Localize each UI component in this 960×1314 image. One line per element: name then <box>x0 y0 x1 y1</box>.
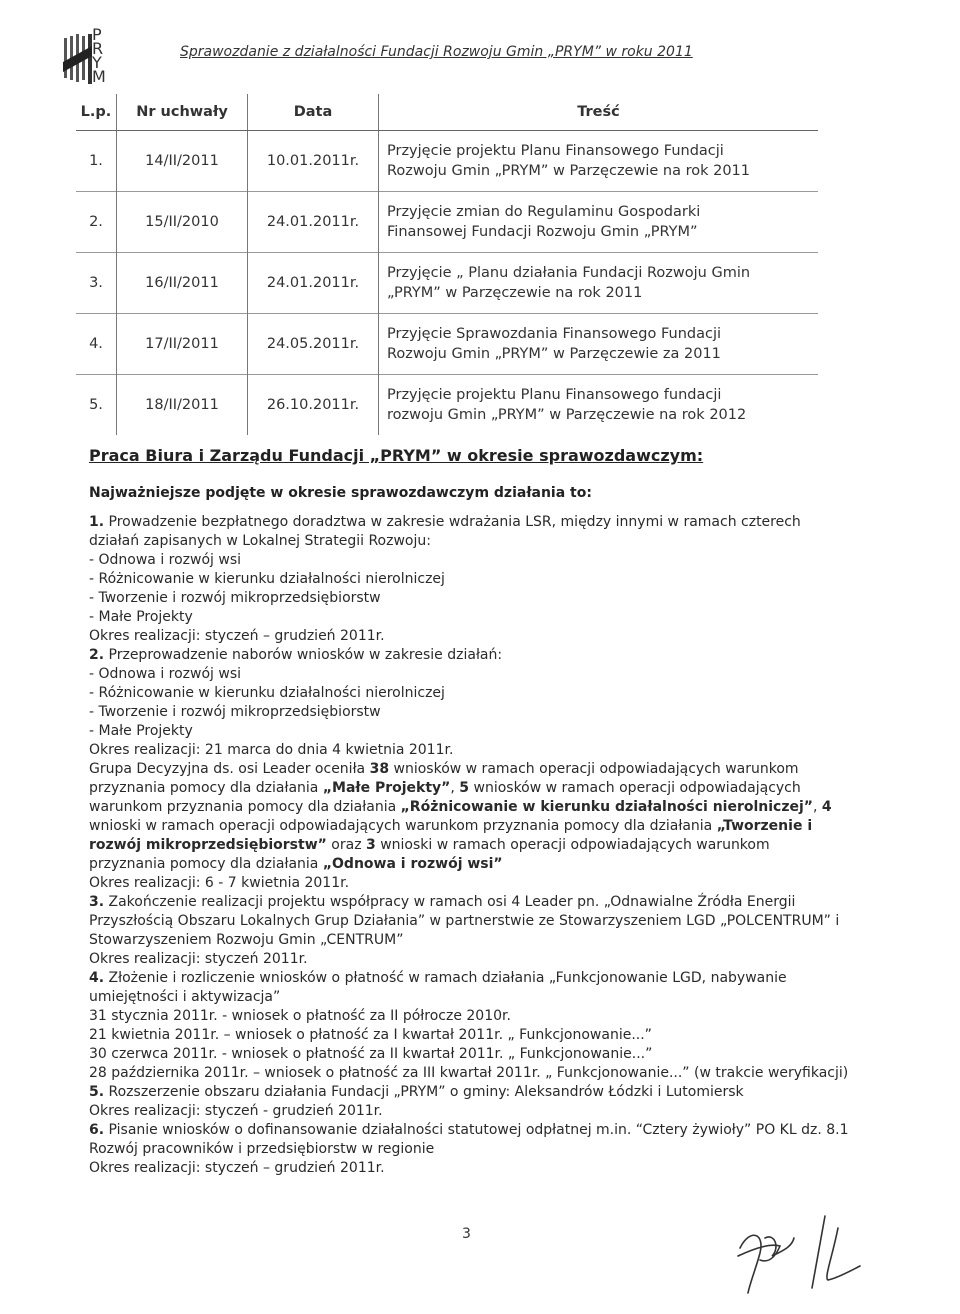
cell-nr: 17/II/2011 <box>117 314 248 375</box>
para-bold: „Odnowa i rozwój wsi” <box>322 856 503 872</box>
logo-letter: Y <box>92 53 102 72</box>
resolutions-table <box>76 94 818 435</box>
para-text: oraz <box>326 837 366 853</box>
list-line: - Różnicowanie w kierunku działalności nierolniczej <box>89 571 445 587</box>
list-item <box>89 893 849 950</box>
item-text: Pisanie wniosków o dofinansowanie działalności statutowej odpłatnej m.in. “Cztery żywioły” PO KL dz. 8.1 Rozwój pracowników i przedsiębiorstw w regionie <box>89 1122 849 1157</box>
list-line: Okres realizacji: styczeń – grudzień 2011r. <box>89 1160 385 1176</box>
cell-tresc <box>379 131 819 192</box>
cell-lp: 4. <box>89 336 103 352</box>
table-row <box>76 253 818 314</box>
col-header-nr: Nr uchwały <box>117 94 248 131</box>
page-header: Sprawozdanie z działalności Fundacji Rozwoju Gmin „PRYM” w roku 2011 <box>180 44 693 60</box>
tresc-line: Przyjęcie zmian do Regulaminu Gospodarki <box>387 204 701 220</box>
list-line: - Małe Projekty <box>89 723 193 739</box>
para-text: wniosków w ramach operacji odpowiadających warunkom przyznania pomocy dla działania <box>89 780 801 815</box>
list-line: 30 czerwca 2011r. - wniosek o płatność za II kwartał 2011r. „ Funkcjonowanie...” <box>89 1046 653 1062</box>
cell-tresc <box>379 314 819 375</box>
list-line: - Tworzenie i rozwój mikroprzedsiębiorstw <box>89 590 381 606</box>
cell-nr: 16/II/2011 <box>117 253 248 314</box>
item-text: Prowadzenie bezpłatnego doradztwa w zakresie wdrażania LSR, między innymi w ramach czterech działań zapisanych w Lokalnej Strategii Rozwoju: <box>89 514 801 549</box>
cell-nr: 15/II/2010 <box>117 192 248 253</box>
col-header-tresc: Treść <box>379 94 819 131</box>
list-line: - Odnowa i rozwój wsi <box>89 552 242 568</box>
list-line: Okres realizacji: styczeń - grudzień 2011r. <box>89 1103 383 1119</box>
list-line: Okres realizacji: 6 - 7 kwietnia 2011r. <box>89 875 350 891</box>
item-number: 1. <box>89 514 105 530</box>
tresc-line: Przyjęcie „ Planu działania Fundacji Rozwoju Gmin <box>387 265 751 281</box>
list-line: - Odnowa i rozwój wsi <box>89 666 242 682</box>
para-bold: „Tworzenie i rozwój mikroprzedsiębiorstw” <box>89 818 813 853</box>
cell-date: 26.10.2011r. <box>248 375 379 436</box>
table-row <box>76 131 818 192</box>
list-line: 31 stycznia 2011r. - wniosek o płatność za II półrocze 2010r. <box>89 1008 511 1024</box>
cell-date: 10.01.2011r. <box>248 131 379 192</box>
para-text: , <box>813 799 822 815</box>
item-number: 4. <box>89 970 105 986</box>
logo-letter: P <box>92 25 102 44</box>
list-item <box>89 513 849 551</box>
list-item <box>89 646 849 665</box>
cell-lp: 2. <box>89 214 103 230</box>
table-row <box>76 375 818 436</box>
cell-date: 24.05.2011r. <box>248 314 379 375</box>
item-number: 2. <box>89 647 105 663</box>
cell-lp: 3. <box>89 275 103 291</box>
tresc-line: rozwoju Gmin „PRYM” w Parzęczewie na rok 2012 <box>387 407 747 423</box>
item-number: 6. <box>89 1122 105 1138</box>
para-text: wnioski w ramach operacji odpowiadających warunkom przyznania pomocy dla działania <box>89 818 717 834</box>
list-line: 28 października 2011r. – wniosek o płatność za III kwartał 2011r. „ Funkcjonowanie...” (w trakcie weryfikacji) <box>89 1065 849 1081</box>
para-bold: 5 <box>459 780 470 796</box>
item-text: Złożenie i rozliczenie wniosków o płatność w ramach działania „Funkcjonowanie LGD, nabywanie umiejętności i aktywizacja” <box>89 970 787 1005</box>
list-line: - Małe Projekty <box>89 609 193 625</box>
signature-icon <box>720 1208 890 1298</box>
tresc-line: Rozwoju Gmin „PRYM” w Parzęczewie na rok 2011 <box>387 163 750 179</box>
list-line: - Tworzenie i rozwój mikroprzedsiębiorstw <box>89 704 381 720</box>
cell-nr: 18/II/2011 <box>117 375 248 436</box>
para-bold: 3 <box>366 837 376 853</box>
para-text: wniosków w ramach operacji odpowiadających warunkom przyznania pomocy dla działania <box>89 761 799 796</box>
tresc-line: Rozwoju Gmin „PRYM” w Parzęczewie za 2011 <box>387 346 721 362</box>
page-number: 3 <box>462 1226 471 1242</box>
list-line: Okres realizacji: styczeń – grudzień 2011r. <box>89 628 385 644</box>
tresc-line: Przyjęcie projektu Planu Finansowego fundacji <box>387 387 722 403</box>
para-text: Grupa Decyzyjna ds. osi Leader oceniła <box>89 761 370 777</box>
col-header-date: Data <box>248 94 379 131</box>
para-bold: „Różnicowanie w kierunku działalności nierolniczej” <box>400 799 813 815</box>
list-item <box>89 969 849 1007</box>
tresc-line: Przyjęcie projektu Planu Finansowego Fundacji <box>387 143 724 159</box>
item-text: Zakończenie realizacji projektu współpracy w ramach osi 4 Leader pn. „Odnawialne Źródła Energii Przyszłością Obszaru Lokalnych Grup Działania” w partnerstwie ze Stowarzyszeniem LGD „POLCENTRUM” i Stowarzyszeniem Rozwoju Gmin „CENTRUM” <box>89 894 840 948</box>
table-row <box>76 314 818 375</box>
activities-list <box>89 513 849 1178</box>
cell-tresc <box>379 375 819 436</box>
list-line: 21 kwietnia 2011r. – wniosek o płatność za I kwartał 2011r. „ Funkcjonowanie...” <box>89 1027 652 1043</box>
item-text: Rozszerzenie obszaru działania Fundacji „PRYM” o gminy: Aleksandrów Łódzki i Lutomiersk <box>108 1084 744 1100</box>
cell-tresc <box>379 253 819 314</box>
para-text: , <box>450 780 460 796</box>
list-item <box>89 1083 849 1102</box>
cell-tresc <box>379 192 819 253</box>
logo-letters <box>92 25 106 86</box>
para-bold: „Małe Projekty” <box>322 780 451 796</box>
para-text: wnioski w ramach operacji odpowiadających warunkom przyznania pomocy dla działania <box>89 837 770 872</box>
cell-date: 24.01.2011r. <box>248 253 379 314</box>
para-bold: 4 <box>821 799 832 815</box>
list-line: Okres realizacji: styczeń 2011r. <box>89 951 308 967</box>
cell-nr: 14/II/2011 <box>117 131 248 192</box>
list-line: - Różnicowanie w kierunku działalności nierolniczej <box>89 685 445 701</box>
logo-letter: M <box>92 67 106 86</box>
tresc-line: Przyjęcie Sprawozdania Finansowego Fundacji <box>387 326 722 342</box>
list-line: Okres realizacji: 21 marca do dnia 4 kwietnia 2011r. <box>89 742 454 758</box>
cell-lp: 5. <box>89 397 103 413</box>
table-row <box>76 192 818 253</box>
section-title: Praca Biura i Zarządu Fundacji „PRYM” w okresie sprawozdawczym: <box>89 446 704 465</box>
item-number: 5. <box>89 1084 105 1100</box>
evaluation-paragraph <box>89 760 849 874</box>
tresc-line: Finansowej Fundacji Rozwoju Gmin „PRYM” <box>387 224 698 240</box>
item-text: Przeprowadzenie naborów wniosków w zakresie działań: <box>108 647 503 663</box>
list-item <box>89 1121 849 1159</box>
para-bold: 38 <box>369 761 390 777</box>
cell-lp: 1. <box>89 153 103 169</box>
section-subtitle: Najważniejsze podjęte w okresie sprawozdawczym działania to: <box>89 485 592 501</box>
tresc-line: „PRYM” w Parzęczewie na rok 2011 <box>387 285 643 301</box>
item-number: 3. <box>89 894 105 910</box>
cell-date: 24.01.2011r. <box>248 192 379 253</box>
col-header-lp: L.p. <box>76 94 117 131</box>
logo-letter: R <box>92 39 104 58</box>
